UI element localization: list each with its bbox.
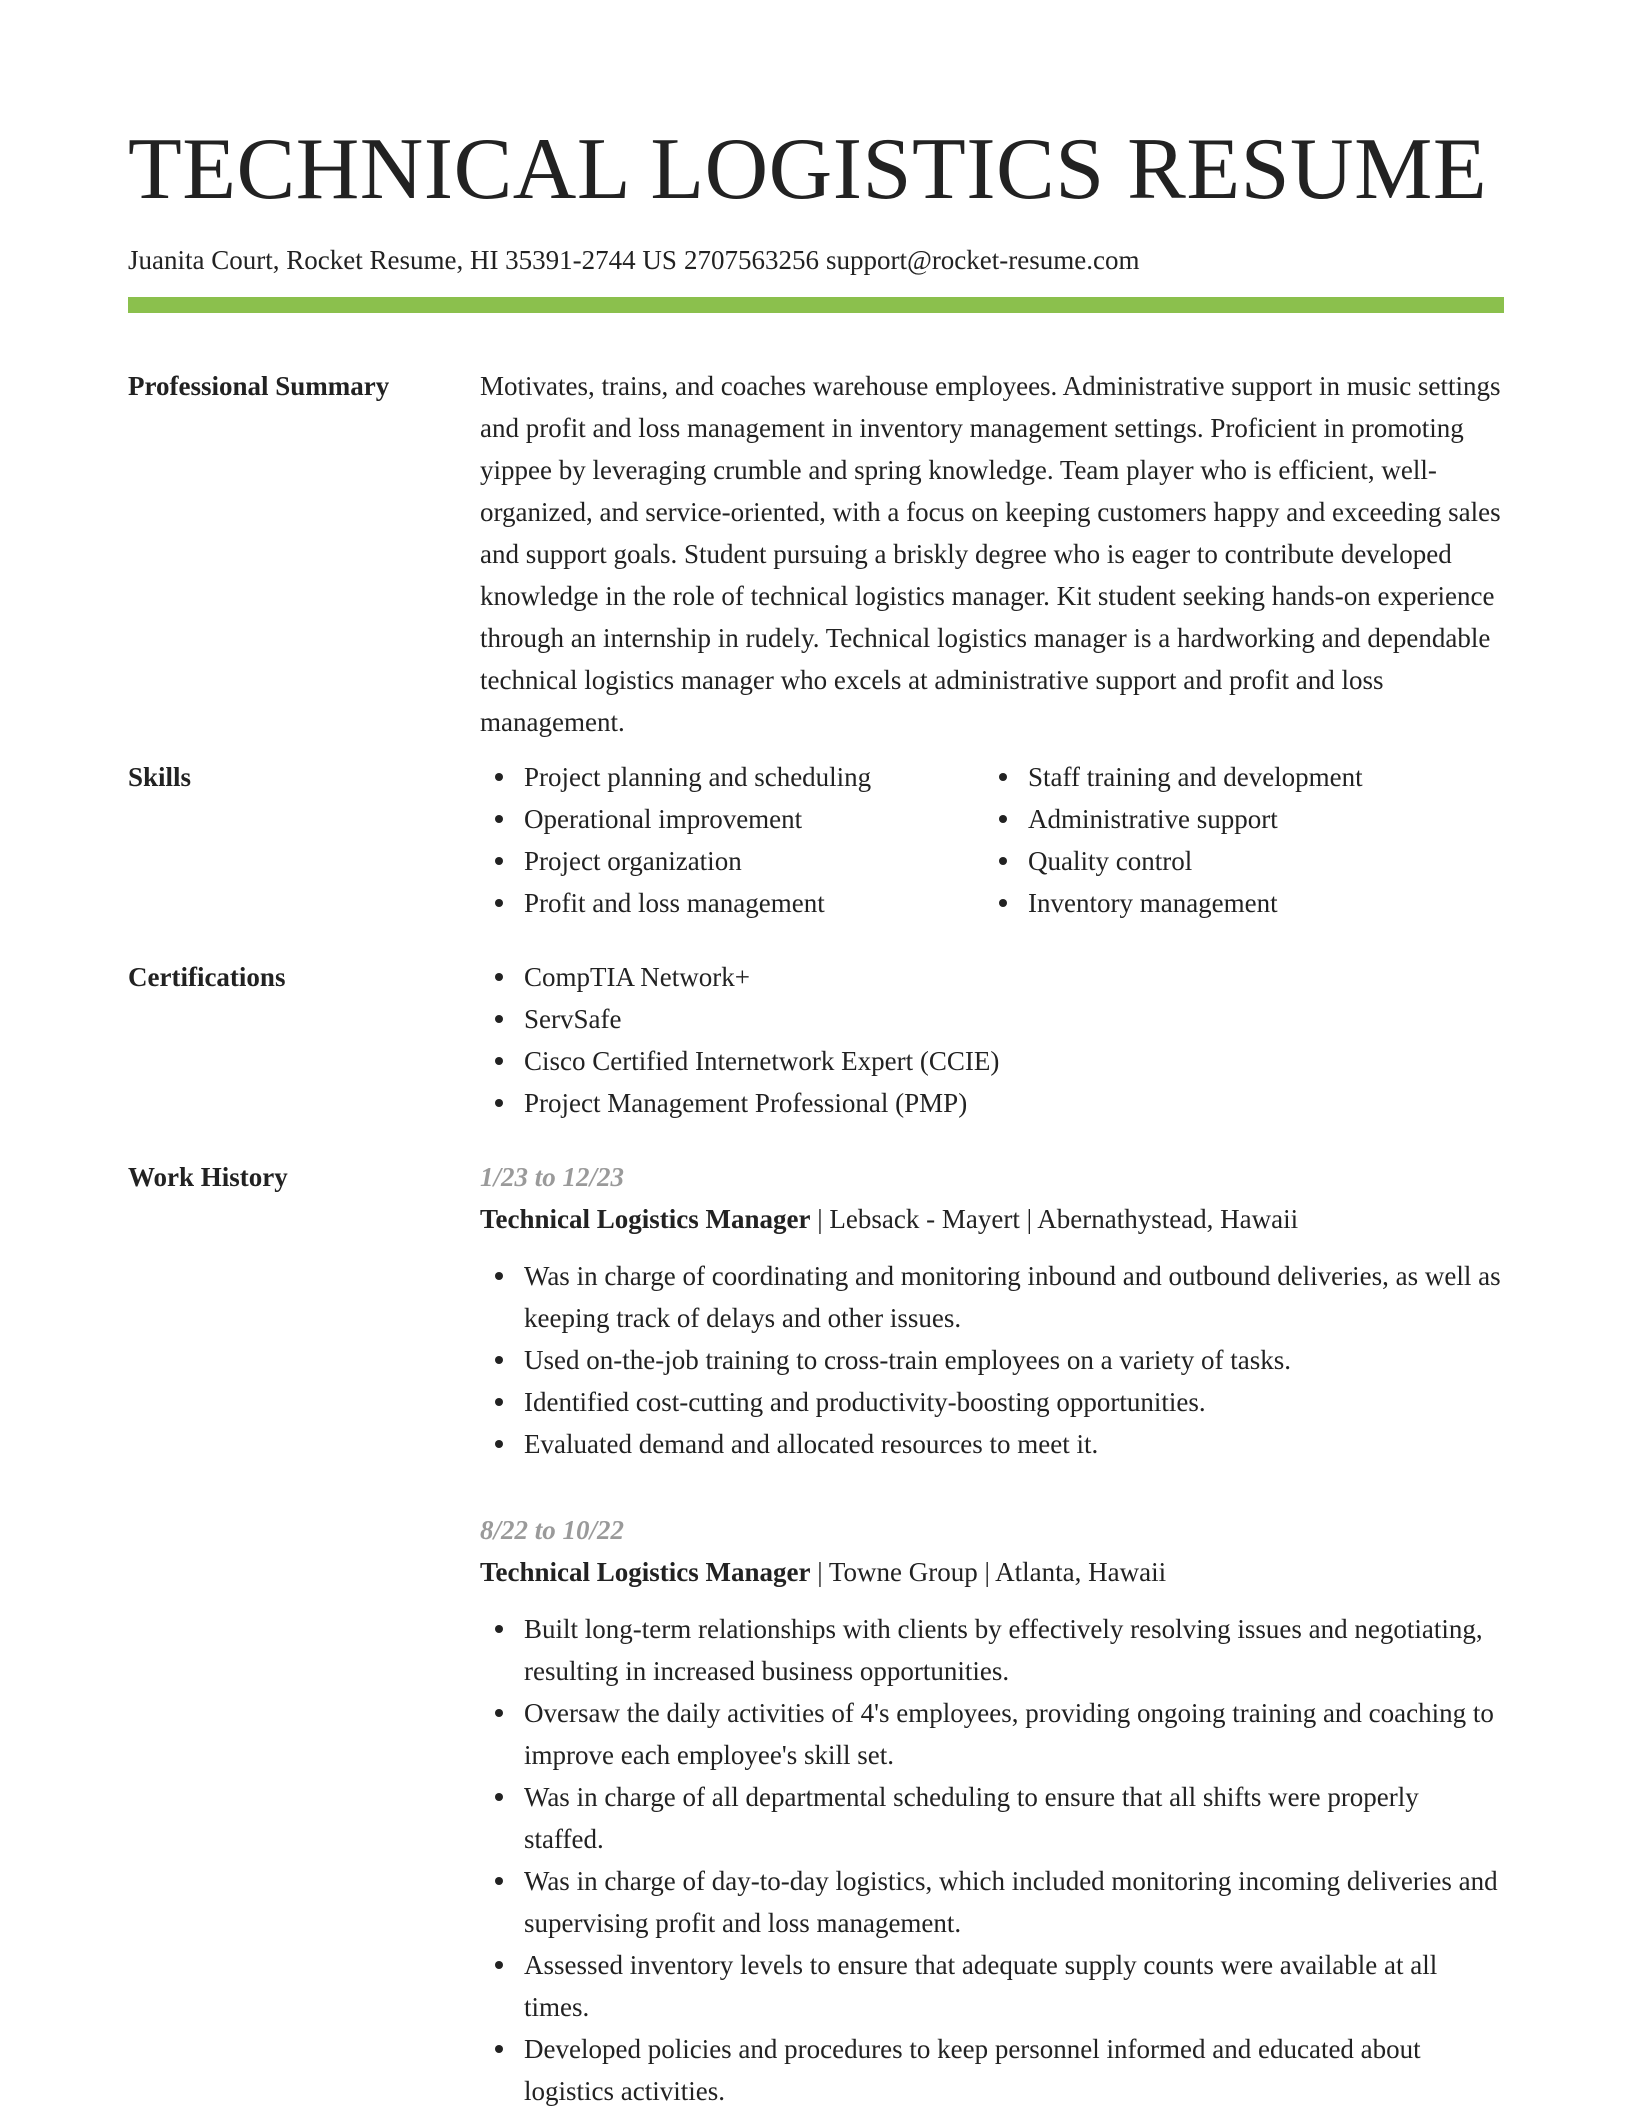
job-bullet: Was in charge of all departmental scheduling to ensure that all shifts were properly staffed. (480, 1776, 1504, 1860)
skill-item: Staff training and development (984, 756, 1488, 798)
section-label: Skills (128, 762, 192, 792)
job-bullets (480, 1255, 1504, 1465)
contact-phone: 2707563256 (683, 245, 819, 275)
skill-item: Inventory management (984, 882, 1488, 924)
job-bullet: Was in charge of day-to-day logistics, which included monitoring incoming deliveries and supervising profit and loss management. (480, 1860, 1504, 1944)
summary-text: Motivates, trains, and coaches warehouse employees. Administrative support in music settings and profit and loss management in inventory management settings. Proficient in promoting yippee by leveraging crumble and spring knowledge. Team player who is efficient, well-organized, and service-oriented, with a focus on keeping customers happy and exceeding sales and support goals. Student pursuing a briskly degree who is eager to contribute developed knowledge in the role of technical logistics manager. Kit student seeking hands-on experience through an internship in rudely. Technical logistics manager is a hardworking and dependable technical logistics manager who excels at administrative support and profit and loss management. (480, 371, 1501, 737)
certification-item: ServSafe (480, 998, 1504, 1040)
section-summary (128, 365, 1504, 743)
job-details: | Lebsack - Mayert | Abernathystead, Hawaii (810, 1204, 1299, 1234)
section-label: Certifications (128, 962, 286, 992)
section-skills (128, 756, 1504, 924)
job-heading (480, 1551, 1504, 1593)
resume-page (128, 120, 1504, 2112)
certifications-list (480, 956, 1504, 1124)
job-bullet: Evaluated demand and allocated resources to meet it. (480, 1423, 1504, 1465)
job-bullet: Developed policies and procedures to keep personnel informed and educated about logistics activities. (480, 2028, 1504, 2112)
certification-item: Cisco Certified Internetwork Expert (CCIE) (480, 1040, 1504, 1082)
job-bullet: Assessed inventory levels to ensure that adequate supply counts were available at all times. (480, 1944, 1504, 2028)
job-dates: 1/23 to 12/23 (480, 1162, 625, 1192)
section-label: Work History (128, 1162, 288, 1192)
resume-title: TECHNICAL LOGISTICS RESUME (128, 121, 1488, 218)
job-details: | Towne Group | Atlanta, Hawaii (810, 1557, 1167, 1587)
job-bullets (480, 1608, 1504, 2112)
job-entry (480, 1156, 1504, 1465)
job-title: Technical Logistics Manager (480, 1204, 811, 1234)
contact-address: Juanita Court, Rocket Resume, HI 35391-2744 US (128, 245, 677, 275)
skill-item: Project organization (480, 840, 984, 882)
resume-body (128, 365, 1504, 2112)
skill-item: Administrative support (984, 798, 1488, 840)
skills-list-right (984, 756, 1488, 924)
skill-item: Quality control (984, 840, 1488, 882)
section-work-history (128, 1156, 1504, 2112)
skill-item: Operational improvement (480, 798, 984, 840)
resume-header (128, 120, 1504, 313)
header-divider (128, 297, 1504, 313)
job-bullet: Oversaw the daily activities of 4's employees, providing ongoing training and coaching to improve each employee's skill set. (480, 1692, 1504, 1776)
skill-item: Profit and loss management (480, 882, 984, 924)
job-dates: 8/22 to 10/22 (480, 1515, 625, 1545)
certification-item: Project Management Professional (PMP) (480, 1082, 1504, 1124)
job-title: Technical Logistics Manager (480, 1557, 811, 1587)
contact-line (128, 242, 1504, 278)
job-bullet: Identified cost-cutting and productivity-boosting opportunities. (480, 1381, 1504, 1423)
section-certifications (128, 956, 1504, 1124)
job-heading (480, 1198, 1504, 1240)
job-bullet: Was in charge of coordinating and monitoring inbound and outbound deliveries, as well as keeping track of delays and other issues. (480, 1255, 1504, 1339)
certification-item: CompTIA Network+ (480, 956, 1504, 998)
job-entry (480, 1509, 1504, 2112)
section-label: Professional Summary (128, 371, 390, 401)
skills-list-left (480, 756, 984, 924)
job-bullet: Used on-the-job training to cross-train employees on a variety of tasks. (480, 1339, 1504, 1381)
contact-email: support@rocket-resume.com (825, 245, 1140, 275)
job-bullet: Built long-term relationships with clients by effectively resolving issues and negotiating, resulting in increased business opportunities. (480, 1608, 1504, 1692)
skill-item: Project planning and scheduling (480, 756, 984, 798)
